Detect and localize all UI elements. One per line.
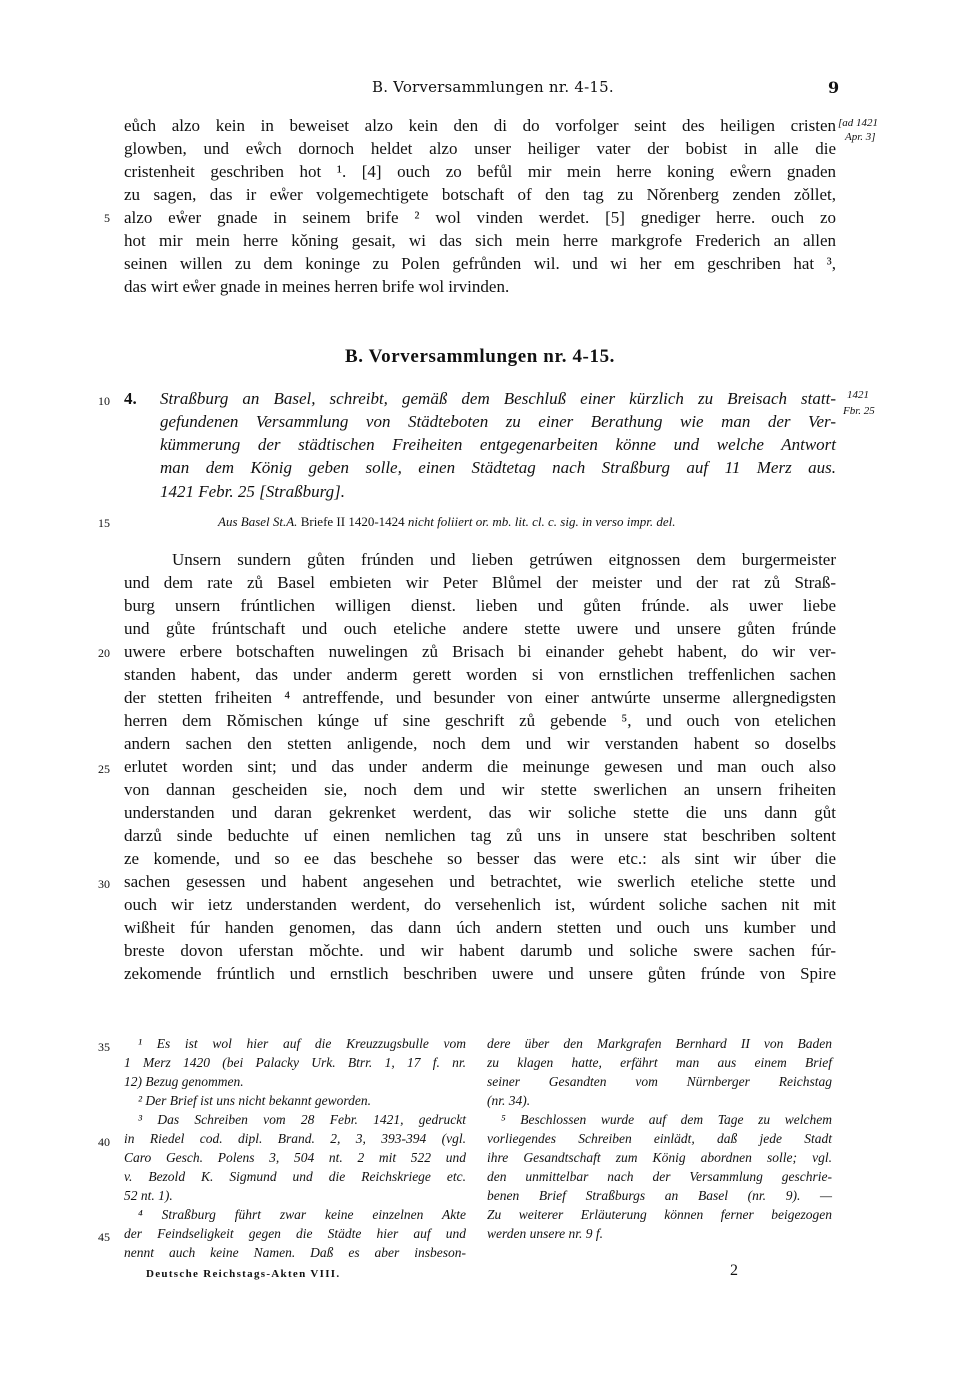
running-head	[0, 78, 960, 102]
text-line: Unsern sundern gůten frúnden und lieben getrúwen eitgnossen dem burgermeister	[172, 550, 836, 569]
line-number: 40	[98, 1135, 110, 1149]
source-fond: Briefe II 1420-1424	[297, 514, 408, 529]
margin-date-note: 1421	[847, 389, 869, 401]
footnote-line: vorliegendes Schreiben einlädt, daß jede Stadt	[487, 1131, 832, 1146]
line-number: 15	[98, 516, 110, 530]
text-line: seinen willen zu dem koninge zu Polen gefrůnden wil. und wi her em geschriben hat ³,	[124, 254, 836, 273]
sheet-number: 2	[730, 1262, 738, 1279]
footnote-line: ⁴ Straßburg führt zwar keine einzelnen Akte	[138, 1207, 466, 1222]
text-line: darzů sinde beduchte uf einen nemlichen tag zů uns in unsere stat beschriben soltent	[124, 826, 836, 845]
line-number: 10	[98, 394, 110, 408]
text-line: uwere erbere botschaften nuwelingen zů Brisach bi einander gehebt habent, do wir ver-	[124, 642, 836, 661]
footnote-line: ihre Gesandtschaft zum König abordnen solle; vgl.	[487, 1150, 832, 1165]
footnote-line: ³ Das Schreiben vom 28 Febr. 1421, gedruckt	[138, 1112, 466, 1127]
text-line: zekomende frúntlich und ernstlich beschriben uwere und unsere gůten frúnde von Spire	[124, 964, 836, 983]
printer-signature: Deutsche Reichstags-Akten VIII.	[146, 1268, 341, 1280]
text-line: eůch alzo kein in beweiset alzo kein den di do vorfolger seint des heiligen cristen	[124, 116, 836, 135]
regest-line: gefundenen Versammlung von Städteboten zu einer Berathung wie man der Ver-	[160, 412, 836, 431]
regest-line: kümmerung der städtischen Freiheiten entgegenarbeiten könne und welche Antwort	[160, 435, 836, 454]
text-line: andern sachen den stetten anligende, noch dem und wir verstanden habent so doselbs	[124, 734, 836, 753]
line-number: 25	[98, 762, 110, 776]
text-line: burg unsern frúntlichen willigen dienst. lieben und gůten frúnde. als uwer liebe	[124, 596, 836, 615]
text-line: alzo eẘer gnade in seinem brife ² wol vinden werdet. [5] gnediger herre. ouch zo	[124, 208, 836, 227]
text-line: sachen gesessen und habent angesehen und betrachtet, wie swerlich eteliche stette und	[124, 872, 836, 891]
text-line: understanden und daran gekrenket werdent, das wir soliche stette die uns dann gůt	[124, 803, 836, 822]
source-note	[218, 514, 675, 530]
text-line: standen habent, das under anderm gerett worden si von ernstlichen treffenlichen sachen	[124, 665, 836, 684]
regest-line: 1421 Febr. 25 [Straßburg].	[160, 482, 345, 501]
footnote-line: 12) Bezug genommen.	[124, 1074, 244, 1089]
footnote-line: der Feindseligkeit gegen die Städte hier auf und	[124, 1226, 466, 1241]
text-line: und gůte frúntschaft und ouch eteliche andere stette uwere und unsere gůten frúnde	[124, 619, 836, 638]
line-number: 20	[98, 646, 110, 660]
footnote-line: 1 Merz 1420 (bei Palacky Urk. Btrr. 1, 17 f. nr.	[124, 1055, 466, 1070]
document-number: 4.	[124, 389, 137, 408]
margin-date-note: [ad 1421	[838, 117, 879, 129]
footnote-line: benen Brief Straßburgs an Basel (nr. 9). —	[487, 1188, 832, 1203]
footnote-line: Zu weiterer Erläuterung können ferner beigezogen	[487, 1207, 832, 1222]
regest-line: man dem König geben solle, einen Städtetag nach Straßburg auf 11 Merz aus.	[160, 458, 836, 477]
source-description: nicht foliiert or. mb. lit. cl. c. sig. in verso impr. del.	[407, 514, 676, 529]
footnote-line: v. Bezold K. Sigmund und die Reichskriege etc.	[124, 1169, 466, 1184]
text-line: glowben, und eẘch dornoch heldet alzo unser heiliger vater der bobist in alle die	[124, 139, 836, 158]
footnote-line: ¹ Es ist wol hier auf die Kreuzzugsbulle vom	[138, 1036, 466, 1051]
text-line: zu sagen, das ir eẘer volgemechtigete botschaft of den tag zu Nǒrenberg zenden zǒllet,	[124, 185, 836, 204]
line-number: 45	[98, 1230, 110, 1244]
running-title: B. Vorversammlungen nr. 4-15.	[372, 78, 614, 96]
footnote-line: werden unsere nr. 9 f.	[487, 1226, 603, 1241]
footnote-line: dere über den Markgrafen Bernhard II von Baden	[487, 1036, 832, 1051]
source-archive: Aus Basel St.A.	[218, 514, 298, 529]
line-number: 5	[104, 211, 110, 225]
text-line: der stetten friheiten ⁴ antreffende, und besunder von einer antwúrte unserme allergnedigsten	[124, 688, 836, 707]
section-heading: B. Vorversammlungen nr. 4-15.	[344, 346, 616, 367]
line-number: 30	[98, 877, 110, 891]
footnote-line: nennt auch keine Namen. Daß es aber insbeson-	[124, 1245, 466, 1260]
footnote-line: ⁵ Beschlossen wurde auf dem Tage zu welchem	[501, 1112, 832, 1127]
footnote-line: Caro Gesch. Polens 3, 504 nt. 2 mit 522 und	[124, 1150, 466, 1165]
footnote-line: seiner Gesandten vom Nürnberger Reichstag	[487, 1074, 832, 1089]
margin-date-note: Apr. 3]	[845, 131, 876, 143]
line-number: 35	[98, 1040, 110, 1054]
text-line: ouch wir ietz understanden werdent, do versehenlich ist, wúrdent soliche sachen nit mit	[124, 895, 836, 914]
footnote-line: 52 nt. 1).	[124, 1188, 173, 1203]
footnote-line: zu klagen hatte, erfährt man aus einem Brief	[487, 1055, 832, 1070]
footnote-line: in Riedel cod. dipl. Brand. 2, 3, 393-394 (vgl.	[124, 1131, 466, 1146]
text-line: erlutet worden sint; und das under anderm die meinunge gewesen und man ouch also	[124, 757, 836, 776]
footnote-line: ² Der Brief ist uns nicht bekannt geworden.	[138, 1093, 372, 1108]
text-line: das wirt eẘer gnade in meines herren brife wol irvinden.	[124, 277, 510, 296]
text-line: cristenheit geschriben hot ¹. [4] ouch zo befůl mir mein herre koning eẘern gnaden	[124, 162, 836, 181]
text-line: von dannan gescheiden sie, noch dem und wir stette swerlichen an unsern friheiten	[124, 780, 836, 799]
page-number: 9	[828, 78, 840, 97]
footnote-line: (nr. 34).	[487, 1093, 531, 1108]
text-line: herren dem Rǒmischen kúnge uf sine geschrift zů gebende ⁵, und ouch von etelichen	[124, 711, 836, 730]
margin-date-note: Fbr. 25	[843, 405, 875, 417]
regest-line: Straßburg an Basel, schreibt, gemäß dem Beschluß einer kürzlich zu Breisach statt-	[160, 389, 836, 408]
text-line: und dem rate zů Basel embieten wir Peter Blůmel der meister und der rat zů Straß-	[124, 573, 836, 592]
text-line: ze komende, und so ee das beschehe so besser das were etc.: als sint wir úber die	[124, 849, 836, 868]
text-line: hot mir mein herre kǒning gesait, wi das sich mein herre markgrofe Frederich an allen	[124, 231, 836, 250]
footnote-line: den unmittelbar nach der Versammlung geschrie-	[487, 1169, 832, 1184]
text-line: wißheit fúr handen genomen, das dann úch andern stetten und ouch uns kumber und	[124, 918, 836, 937]
text-line: breste dovon uferstan mǒchte. und wir habent darumb und soliche swere sachen fúr-	[124, 941, 836, 960]
